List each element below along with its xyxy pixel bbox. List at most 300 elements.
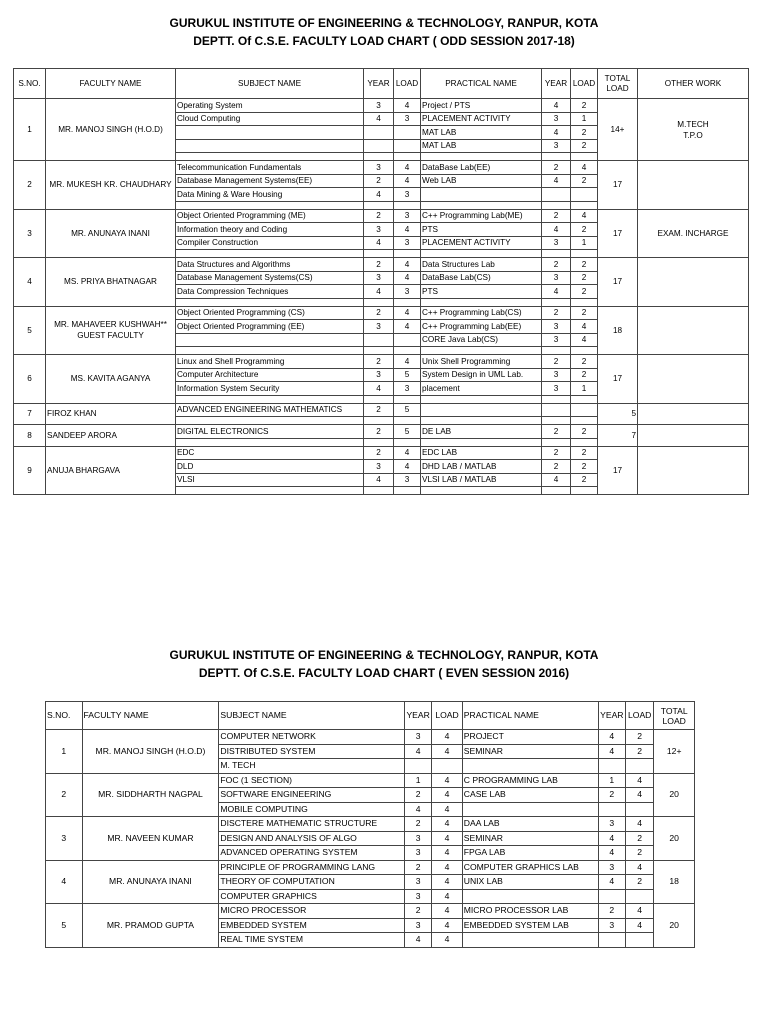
empty-cell	[421, 250, 542, 258]
subject-year: 2	[364, 209, 394, 223]
empty-cell	[176, 153, 364, 161]
table-row	[46, 773, 695, 788]
practical-load: 4	[626, 918, 654, 933]
subject-load: 5	[394, 368, 421, 382]
practical-name	[421, 403, 542, 417]
subject-name: Object Oriented Programming (ME)	[176, 209, 364, 223]
subject-name: FOC (1 SECTION)	[219, 773, 405, 788]
practical-name: C++ Programming Lab(CS)	[421, 306, 542, 320]
subject-year: 2	[404, 860, 431, 875]
faculty-sno: 4	[46, 860, 83, 904]
practical-load: 2	[571, 460, 598, 474]
practical-load: 2	[571, 271, 598, 285]
practical-year	[598, 933, 625, 948]
table-row	[14, 99, 749, 113]
table-row	[46, 904, 695, 919]
subject-load: 4	[432, 788, 462, 803]
faculty-name: MR. MUKESH KR. CHAUDHARY	[46, 161, 176, 210]
subject-year: 3	[364, 99, 394, 113]
odd-session-rows	[14, 99, 749, 495]
subject-load: 4	[394, 174, 421, 188]
header-practical-load: LOAD	[571, 69, 598, 99]
practical-load	[626, 889, 654, 904]
practical-name: SEMINAR	[462, 831, 598, 846]
subject-load: 4	[394, 446, 421, 460]
even-session-rows	[46, 730, 695, 948]
subject-name	[176, 139, 364, 153]
faculty-name: MR. MANOJ SINGH (H.O.D)	[46, 99, 176, 161]
subject-load: 4	[394, 320, 421, 334]
practical-load: 4	[626, 817, 654, 832]
subject-load: 4	[394, 271, 421, 285]
faculty-sno: 8	[14, 425, 46, 447]
practical-name: PTS	[421, 285, 542, 299]
subject-load: 3	[394, 188, 421, 202]
empty-cell	[394, 487, 421, 495]
empty-cell	[176, 298, 364, 306]
subject-name: PRINCIPLE OF PROGRAMMING LANG	[219, 860, 405, 875]
practical-name: PROJECT	[462, 730, 598, 745]
practical-name: MICRO PROCESSOR LAB	[462, 904, 598, 919]
subject-name: DIGITAL ELECTRONICS	[176, 425, 364, 439]
other-work	[638, 306, 749, 355]
subject-name: Data Compression Techniques	[176, 285, 364, 299]
subject-load: 4	[432, 875, 462, 890]
practical-year: 2	[542, 460, 571, 474]
subject-name	[176, 333, 364, 347]
practical-year: 3	[542, 112, 571, 126]
subject-year: 4	[364, 188, 394, 202]
empty-cell	[542, 298, 571, 306]
faculty-sno: 3	[46, 817, 83, 861]
total-load: 12+	[654, 730, 695, 774]
practical-load: 2	[626, 744, 654, 759]
practical-name: VLSI LAB / MATLAB	[421, 473, 542, 487]
header-load: LOAD	[394, 69, 421, 99]
practical-load: 2	[571, 425, 598, 439]
practical-name: System Design in UML Lab.	[421, 368, 542, 382]
practical-year: 2	[542, 258, 571, 272]
empty-cell	[364, 153, 394, 161]
subject-year	[404, 759, 431, 774]
practical-name	[462, 759, 598, 774]
faculty-sno: 1	[14, 99, 46, 161]
empty-cell	[421, 395, 542, 403]
subject-load: 4	[432, 802, 462, 817]
subject-year: 2	[364, 403, 394, 417]
empty-cell	[421, 417, 542, 425]
subject-load	[432, 759, 462, 774]
table-row	[14, 425, 749, 439]
total-load: 14+	[598, 99, 638, 161]
practical-load: 4	[571, 161, 598, 175]
header-total-load: TOTAL LOAD	[598, 69, 638, 99]
table-row	[14, 446, 749, 460]
practical-year: 4	[598, 831, 625, 846]
empty-cell	[542, 250, 571, 258]
subject-year: 2	[364, 306, 394, 320]
empty-cell	[571, 347, 598, 355]
subject-year: 4	[364, 285, 394, 299]
practical-name	[462, 802, 598, 817]
practical-load: 1	[571, 236, 598, 250]
subject-name: Linux and Shell Programming	[176, 355, 364, 369]
practical-name: placement	[421, 382, 542, 396]
empty-cell	[571, 395, 598, 403]
empty-cell	[364, 487, 394, 495]
even-session-load-table	[45, 701, 695, 948]
subject-name: EMBEDDED SYSTEM	[219, 918, 405, 933]
practical-load: 2	[626, 846, 654, 861]
subject-year: 3	[364, 368, 394, 382]
subject-load	[394, 139, 421, 153]
odd-session-load-table	[13, 68, 749, 495]
header-practical-year: YEAR	[598, 702, 625, 730]
practical-year: 3	[542, 382, 571, 396]
total-load: 20	[654, 817, 695, 861]
empty-cell	[364, 438, 394, 446]
practical-year	[598, 889, 625, 904]
table-row	[14, 209, 749, 223]
faculty-name: MR. MANOJ SINGH (H.O.D)	[82, 730, 219, 774]
practical-year: 3	[598, 860, 625, 875]
practical-year: 4	[598, 875, 625, 890]
empty-cell	[542, 153, 571, 161]
practical-year: 1	[598, 773, 625, 788]
empty-cell	[571, 250, 598, 258]
subject-load: 4	[394, 99, 421, 113]
subject-name: Information theory and Coding	[176, 223, 364, 237]
header-practical-year: YEAR	[542, 69, 571, 99]
subject-name	[176, 126, 364, 140]
other-work	[638, 258, 749, 307]
practical-name: EDC LAB	[421, 446, 542, 460]
subject-load: 4	[432, 744, 462, 759]
practical-name: MAT LAB	[421, 126, 542, 140]
subject-year	[364, 333, 394, 347]
table-row	[46, 860, 695, 875]
subject-year: 3	[404, 730, 431, 745]
empty-cell	[176, 417, 364, 425]
empty-cell	[394, 153, 421, 161]
practical-year	[598, 759, 625, 774]
subject-year: 2	[364, 355, 394, 369]
empty-cell	[571, 438, 598, 446]
odd-title-line1: GURUKUL INSTITUTE OF ENGINEERING & TECHNOLOGY, RANPUR, KOTA	[169, 16, 599, 30]
subject-load: 3	[394, 112, 421, 126]
subject-load: 4	[432, 773, 462, 788]
practical-year: 2	[542, 425, 571, 439]
subject-load: 4	[394, 258, 421, 272]
empty-cell	[421, 298, 542, 306]
table-row	[14, 355, 749, 369]
other-work: EXAM. INCHARGE	[638, 209, 749, 258]
faculty-sno: 1	[46, 730, 83, 774]
practical-load: 4	[626, 860, 654, 875]
subject-load: 4	[432, 730, 462, 745]
subject-name: Data Mining & Ware Housing	[176, 188, 364, 202]
subject-load: 3	[394, 473, 421, 487]
empty-cell	[176, 347, 364, 355]
header-year: YEAR	[404, 702, 431, 730]
other-work	[638, 425, 749, 447]
empty-cell	[176, 438, 364, 446]
practical-load: 2	[571, 306, 598, 320]
practical-name: Data Structures Lab	[421, 258, 542, 272]
practical-load: 2	[571, 355, 598, 369]
subject-year: 2	[364, 258, 394, 272]
empty-cell	[364, 395, 394, 403]
practical-load	[626, 933, 654, 948]
subject-year: 2	[364, 446, 394, 460]
practical-year: 3	[542, 139, 571, 153]
practical-load: 1	[571, 382, 598, 396]
table-row	[14, 403, 749, 417]
total-load: 20	[654, 773, 695, 817]
practical-year: 3	[598, 817, 625, 832]
subject-load: 4	[394, 460, 421, 474]
other-work	[638, 403, 749, 425]
header-sno: S.NO.	[14, 69, 46, 99]
subject-year: 3	[364, 223, 394, 237]
practical-name: C PROGRAMMING LAB	[462, 773, 598, 788]
faculty-name: MR. MAHAVEER KUSHWAH** GUEST FACULTY	[46, 306, 176, 355]
practical-year: 3	[542, 333, 571, 347]
empty-cell	[364, 201, 394, 209]
table-row	[46, 730, 695, 745]
faculty-name: FIROZ KHAN	[46, 403, 176, 425]
subject-year: 3	[364, 161, 394, 175]
subject-year: 4	[364, 112, 394, 126]
subject-year: 3	[404, 831, 431, 846]
faculty-sno: 5	[46, 904, 83, 948]
table-row	[14, 258, 749, 272]
faculty-name: MR. NAVEEN KUMAR	[82, 817, 219, 861]
practical-load: 4	[571, 333, 598, 347]
faculty-sno: 4	[14, 258, 46, 307]
subject-name: VLSI	[176, 473, 364, 487]
faculty-sno: 5	[14, 306, 46, 355]
subject-year: 3	[404, 889, 431, 904]
practical-name: DataBase Lab(CS)	[421, 271, 542, 285]
total-load: 5	[598, 403, 638, 425]
other-work	[638, 355, 749, 404]
total-load: 20	[654, 904, 695, 948]
empty-cell	[176, 487, 364, 495]
empty-cell	[421, 438, 542, 446]
practical-load: 4	[571, 209, 598, 223]
subject-year: 2	[364, 425, 394, 439]
practical-load: 2	[571, 126, 598, 140]
subject-name: Data Structures and Algorithms	[176, 258, 364, 272]
empty-cell	[394, 201, 421, 209]
practical-year: 3	[598, 918, 625, 933]
subject-year: 2	[364, 174, 394, 188]
practical-year	[542, 403, 571, 417]
subject-load: 3	[394, 382, 421, 396]
subject-load: 3	[394, 285, 421, 299]
subject-year: 3	[364, 460, 394, 474]
subject-load: 4	[432, 860, 462, 875]
practical-load: 2	[571, 446, 598, 460]
header-subject-name: SUBJECT NAME	[219, 702, 405, 730]
subject-name: Computer Architecture	[176, 368, 364, 382]
empty-cell	[176, 201, 364, 209]
practical-year	[598, 802, 625, 817]
faculty-name: ANUJA BHARGAVA	[46, 446, 176, 495]
practical-year: 3	[542, 320, 571, 334]
practical-load: 2	[571, 473, 598, 487]
subject-load: 4	[394, 223, 421, 237]
empty-cell	[421, 201, 542, 209]
practical-name: DE LAB	[421, 425, 542, 439]
practical-load	[571, 403, 598, 417]
practical-load: 2	[571, 223, 598, 237]
subject-year: 3	[404, 846, 431, 861]
header-load: LOAD	[432, 702, 462, 730]
practical-year: 4	[542, 174, 571, 188]
subject-name: DISTRIBUTED SYSTEM	[219, 744, 405, 759]
table-row	[46, 817, 695, 832]
practical-load: 2	[626, 875, 654, 890]
subject-year: 2	[404, 904, 431, 919]
subject-load: 4	[432, 889, 462, 904]
empty-cell	[421, 153, 542, 161]
subject-name: REAL TIME SYSTEM	[219, 933, 405, 948]
empty-cell	[364, 417, 394, 425]
faculty-name: MR. PRAMOD GUPTA	[82, 904, 219, 948]
subject-name: DESIGN AND ANALYSIS OF ALGO	[219, 831, 405, 846]
other-work: M.TECH T.P.O	[638, 99, 749, 161]
subject-year: 1	[404, 773, 431, 788]
practical-load: 4	[626, 904, 654, 919]
practical-load: 2	[571, 258, 598, 272]
practical-name	[462, 933, 598, 948]
subject-year: 4	[364, 382, 394, 396]
practical-load: 2	[571, 139, 598, 153]
header-practical-name: PRACTICAL NAME	[462, 702, 598, 730]
empty-cell	[394, 347, 421, 355]
practical-year: 4	[542, 99, 571, 113]
empty-cell	[421, 347, 542, 355]
total-load: 18	[598, 306, 638, 355]
subject-year: 3	[364, 271, 394, 285]
faculty-name: MS. KAVITA AGANYA	[46, 355, 176, 404]
subject-name: SOFTWARE ENGINEERING	[219, 788, 405, 803]
empty-cell	[571, 298, 598, 306]
subject-year: 3	[404, 918, 431, 933]
subject-year: 4	[404, 933, 431, 948]
practical-year: 2	[542, 306, 571, 320]
practical-year: 3	[542, 236, 571, 250]
empty-cell	[421, 487, 542, 495]
empty-cell	[542, 417, 571, 425]
empty-cell	[176, 395, 364, 403]
even-title-line1: GURUKUL INSTITUTE OF ENGINEERING & TECHNOLOGY, RANPUR, KOTA	[169, 648, 599, 662]
practical-name: PTS	[421, 223, 542, 237]
subject-name: COMPUTER NETWORK	[219, 730, 405, 745]
subject-load: 4	[432, 904, 462, 919]
faculty-name: MR. SIDDHARTH NAGPAL	[82, 773, 219, 817]
subject-load: 4	[394, 306, 421, 320]
practical-load: 4	[626, 773, 654, 788]
subject-year	[364, 126, 394, 140]
subject-name: Object Oriented Programming (EE)	[176, 320, 364, 334]
subject-year	[364, 139, 394, 153]
other-work	[638, 161, 749, 210]
subject-year: 3	[404, 875, 431, 890]
faculty-sno: 6	[14, 355, 46, 404]
practical-name	[462, 889, 598, 904]
empty-cell	[571, 417, 598, 425]
empty-cell	[364, 250, 394, 258]
subject-load: 4	[432, 918, 462, 933]
practical-year: 2	[598, 904, 625, 919]
subject-year: 4	[404, 744, 431, 759]
subject-year: 4	[364, 236, 394, 250]
subject-name: MOBILE COMPUTING	[219, 802, 405, 817]
practical-load: 4	[571, 320, 598, 334]
header-total-load: TOTAL LOAD	[654, 702, 695, 730]
practical-name: DHD LAB / MATLAB	[421, 460, 542, 474]
practical-name: C++ Programming Lab(EE)	[421, 320, 542, 334]
header-subject-name: SUBJECT NAME	[176, 69, 364, 99]
subject-year: 2	[404, 817, 431, 832]
empty-cell	[176, 250, 364, 258]
practical-name: DAA LAB	[462, 817, 598, 832]
header-faculty-name: FACULTY NAME	[82, 702, 219, 730]
practical-year: 2	[542, 446, 571, 460]
empty-cell	[394, 438, 421, 446]
practical-name: Web LAB	[421, 174, 542, 188]
practical-load: 1	[571, 112, 598, 126]
practical-year: 3	[542, 271, 571, 285]
even-title-line2: DEPTT. Of C.S.E. FACULTY LOAD CHART ( EVEN SESSION 2016)	[198, 666, 570, 680]
other-work	[638, 446, 749, 495]
subject-name: Database Management Systems(CS)	[176, 271, 364, 285]
empty-cell	[364, 298, 394, 306]
total-load: 17	[598, 446, 638, 495]
subject-load	[394, 333, 421, 347]
practical-year: 3	[542, 368, 571, 382]
faculty-name: MS. PRIYA BHATNAGAR	[46, 258, 176, 307]
subject-name: Compiler Construction	[176, 236, 364, 250]
practical-year: 4	[542, 285, 571, 299]
empty-cell	[571, 153, 598, 161]
practical-year: 2	[598, 788, 625, 803]
subject-load: 4	[432, 831, 462, 846]
total-load: 17	[598, 161, 638, 210]
practical-load: 4	[626, 788, 654, 803]
subject-name: MICRO PROCESSOR	[219, 904, 405, 919]
table-row	[14, 161, 749, 175]
empty-cell	[394, 250, 421, 258]
practical-year: 4	[542, 223, 571, 237]
total-load: 7	[598, 425, 638, 447]
practical-load: 2	[571, 285, 598, 299]
subject-name: THEORY OF COMPUTATION	[219, 875, 405, 890]
practical-year	[542, 188, 571, 202]
practical-name: UNIX LAB	[462, 875, 598, 890]
practical-name: FPGA LAB	[462, 846, 598, 861]
empty-cell	[542, 347, 571, 355]
practical-year: 4	[598, 846, 625, 861]
practical-year: 2	[542, 355, 571, 369]
practical-name: CORE Java Lab(CS)	[421, 333, 542, 347]
subject-load: 4	[432, 817, 462, 832]
practical-name: Unix Shell Programming	[421, 355, 542, 369]
practical-name: C++ Programming Lab(ME)	[421, 209, 542, 223]
